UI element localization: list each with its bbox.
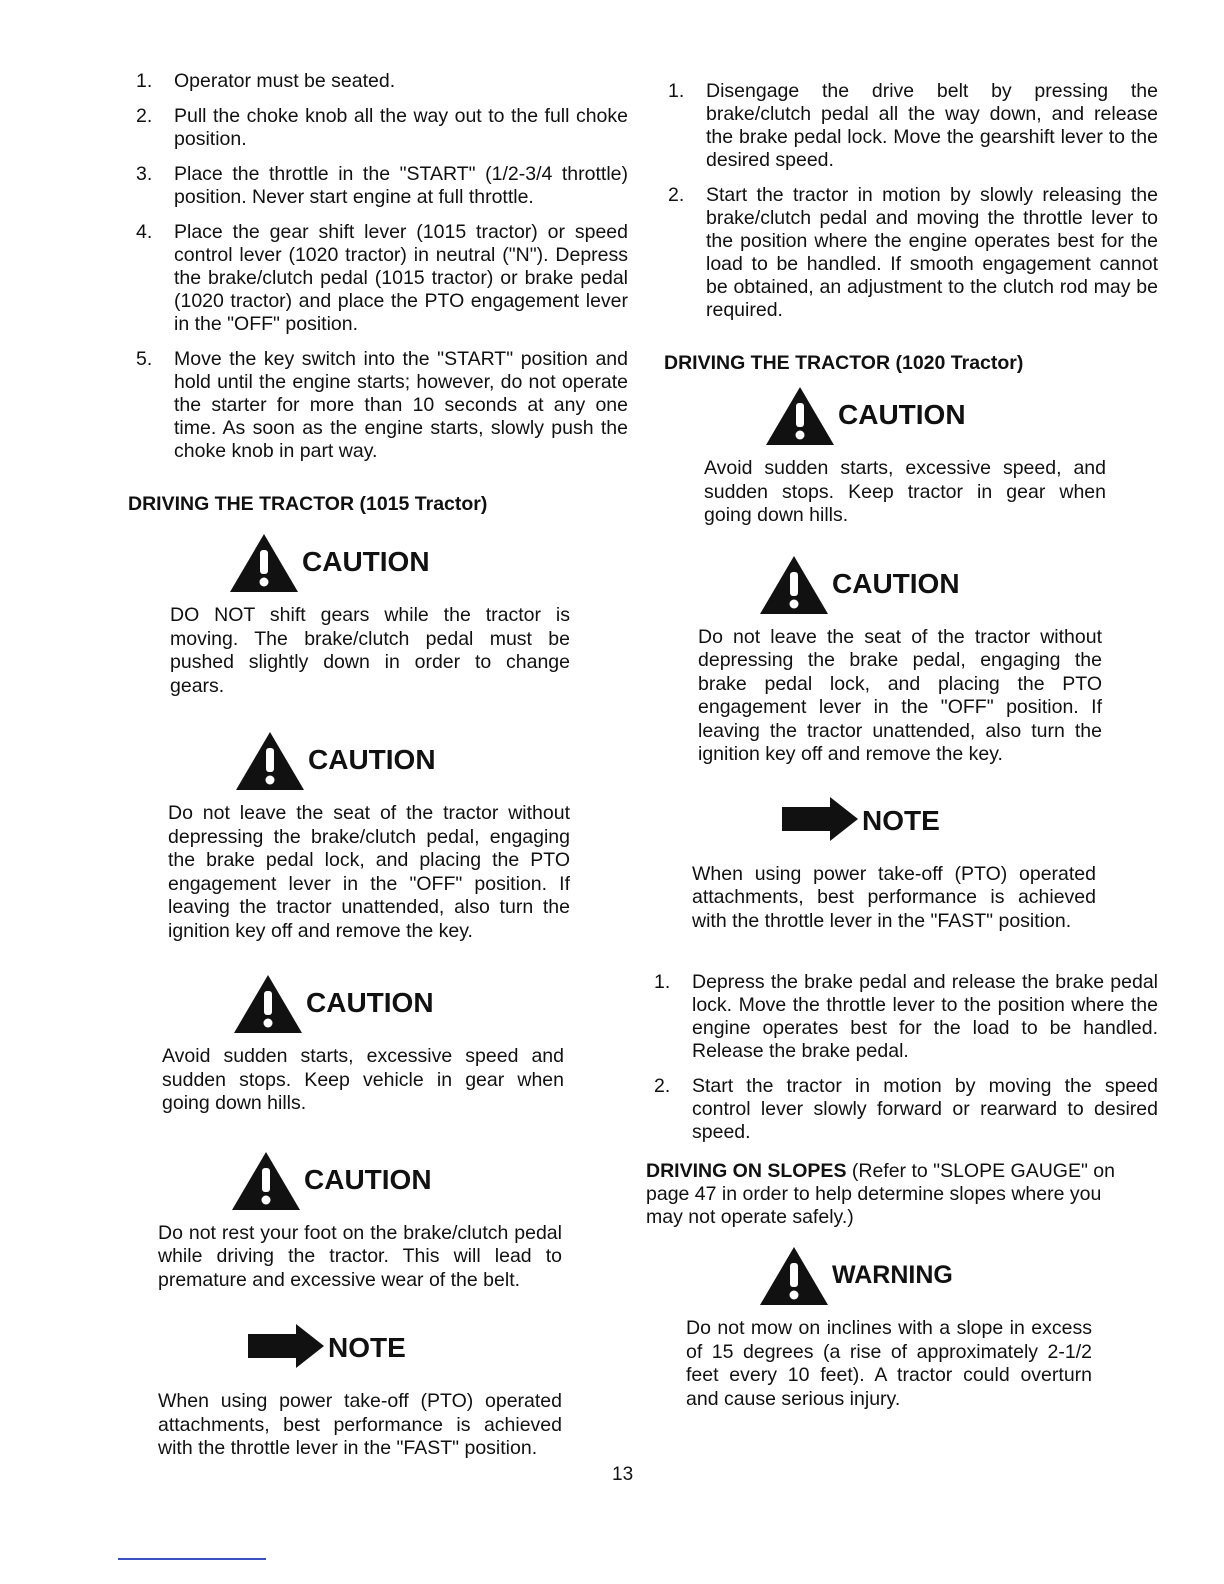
section-heading-1015: DRIVING THE TRACTOR (1015 Tractor) xyxy=(128,493,488,515)
slopes-paragraph: DRIVING ON SLOPES (Refer to "SLOPE GAUGE" on page 47 in order to help determine slopes where you may not operate safely.) xyxy=(646,1160,1115,1228)
right-column xyxy=(646,80,1158,1411)
page-number: 13 xyxy=(612,1464,634,1485)
caution-header: CAUTION xyxy=(764,381,1158,447)
warning-header: WARNING xyxy=(758,1241,1158,1307)
warning-triangle-icon xyxy=(232,973,304,1035)
warning-box: WARNING Do not mow on inclines with a slope in excess of 15 degrees (a rise of approximately 2-1/2 feet every 10 feet). A tractor could overturn and cause serious injury. xyxy=(646,1241,1158,1411)
list-item: 2. Start the tractor in motion by slowly releasing the brake/clutch pedal and moving the throttle lever to the position where the engine operates best for the load to be handled. If smooth engagement cannot be obtained, an adjustment to the clutch rod may be required. xyxy=(668,184,1158,321)
starting-steps-list xyxy=(128,70,628,463)
warning-triangle-icon xyxy=(758,1245,830,1307)
caution-box: CAUTION Avoid sudden starts, excessive speed and sudden stops. Keep vehicle in gear when going down hills. xyxy=(128,969,628,1116)
note-header: NOTE xyxy=(246,1314,628,1380)
note-box: NOTE When using power take-off (PTO) operated attachments, best performance is achieved with the throttle lever in the "FAST" position. xyxy=(128,1314,628,1461)
list-item: 5. Move the key switch into the "START" position and hold until the engine starts; however, do not operate the starter for more than 10 seconds at any one time. As soon as the engine starts, slowly push the choke knob in part way. xyxy=(136,348,628,462)
warning-triangle-icon xyxy=(234,730,306,792)
driving-1015-steps-list xyxy=(646,80,1158,322)
caution-box: CAUTION DO NOT shift gears while the tractor is moving. The brake/clutch pedal must be pushed slightly down in order to change gears. xyxy=(128,528,628,698)
list-item: 4. Place the gear shift lever (1015 tractor) or speed control lever (1020 tractor) in neutral ("N"). Depress the brake/clutch pedal (1015 tractor) or brake pedal (1020 tractor) and place the PTO engagement lever in the "OFF" position. xyxy=(136,221,628,335)
note-box: NOTE When using power take-off (PTO) operated attachments, best performance is achieved with the throttle lever in the "FAST" position. xyxy=(646,787,1158,934)
caution-box: CAUTION Do not leave the seat of the tractor without depressing the brake pedal, engaging the brake pedal lock, and placing the PTO engagement lever in the "OFF" position. If leaving the tractor unattended, also turn the ignition key off and remove the key. xyxy=(646,550,1158,767)
caution-header: CAUTION xyxy=(758,550,1158,616)
left-column xyxy=(128,70,628,1461)
caution-box: CAUTION Avoid sudden starts, excessive speed, and sudden stops. Keep tractor in gear when going down hills. xyxy=(646,381,1158,528)
warning-triangle-icon xyxy=(764,385,836,447)
caution-header: CAUTION xyxy=(230,1146,628,1212)
note-header: NOTE xyxy=(780,787,1158,853)
caution-header: CAUTION xyxy=(228,528,628,594)
caution-box: CAUTION Do not leave the seat of the tractor without depressing the brake/clutch pedal, engaging the brake pedal lock, and placing the PTO engagement lever in the "OFF" position. If leaving the tractor unattended, also turn the ignition key off and remove the key. xyxy=(128,726,628,943)
list-item: 3. Place the throttle in the "START" (1/2-3/4 throttle) position. Never start engine at full throttle. xyxy=(136,163,628,208)
arrow-right-icon xyxy=(246,1324,326,1368)
footer-divider xyxy=(118,1558,266,1560)
caution-header: CAUTION xyxy=(234,726,628,792)
arrow-right-icon xyxy=(780,797,860,841)
list-item: 2. Start the tractor in motion by moving the speed control lever slowly forward or rearward to desired speed. xyxy=(654,1075,1158,1143)
list-item: 1. Operator must be seated. xyxy=(136,70,396,92)
list-item: 1. Disengage the drive belt by pressing the brake/clutch pedal all the way down, and release the brake pedal lock. Move the gearshift lever to the desired speed. xyxy=(668,80,1158,171)
list-item: 2. Pull the choke knob all the way out to the full choke position. xyxy=(136,105,628,150)
warning-triangle-icon xyxy=(758,554,830,616)
list-item: 1. Depress the brake pedal and release the brake pedal lock. Move the throttle lever to the position where the engine operates best for the load to be handled. Release the brake pedal. xyxy=(654,971,1158,1062)
caution-box: CAUTION Do not rest your foot on the brake/clutch pedal while driving the tractor. This will lead to premature and excessive wear of the belt. xyxy=(128,1146,628,1293)
caution-header: CAUTION xyxy=(232,969,628,1035)
warning-triangle-icon xyxy=(230,1150,302,1212)
driving-1020-steps-list xyxy=(646,971,1158,1144)
section-heading-1020: DRIVING THE TRACTOR (1020 Tractor) xyxy=(664,352,1024,374)
warning-triangle-icon xyxy=(228,532,300,594)
